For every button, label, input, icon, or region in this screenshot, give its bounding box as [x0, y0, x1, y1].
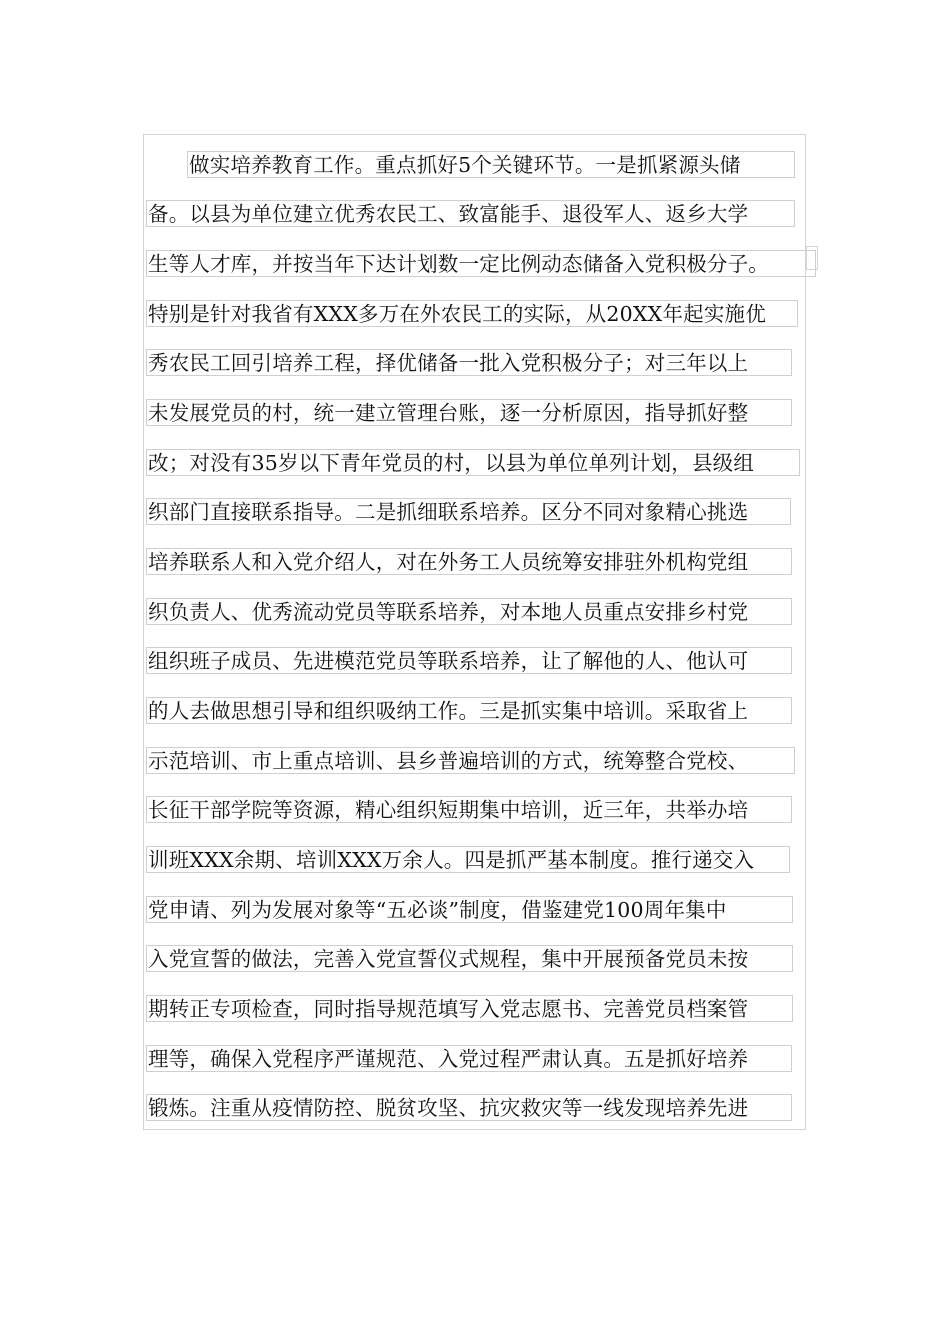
- paragraph-line-13: 示范培训、市上重点培训、县乡普遍培训的方式，统筹整合党校、: [146, 747, 795, 774]
- paragraph-line-2: 备。以县为单位建立优秀农民工、致富能手、退役军人、返乡大学: [146, 200, 795, 227]
- paragraph-line-17: 入党宣誓的做法，完善入党宣誓仪式规程，集中开展预备党员未按: [146, 945, 793, 972]
- paragraph-line-8: 织部门直接联系指导。二是抓细联系培养。区分不同对象精心挑选: [146, 498, 791, 525]
- paragraph-line-9: 培养联系人和入党介绍人，对在外务工人员统筹安排驻外机构党组: [146, 548, 792, 575]
- paragraph-line-6: 未发展党员的村，统一建立管理台账，逐一分析原因，指导抓好整: [146, 399, 792, 426]
- paragraph-line-18: 期转正专项检查，同时指导规范填写入党志愿书、完善党员档案管: [146, 995, 793, 1022]
- paragraph-line-16: 党申请、列为发展对象等“五必谈”制度，借鉴建党100周年集中: [146, 896, 793, 923]
- paragraph-line-4: 特别是针对我省有XXX多万在外农民工的实际，从20XX年起实施优: [146, 300, 798, 327]
- page-text-frame: [143, 134, 806, 1130]
- paragraph-line-14: 长征干部学院等资源，精心组织短期集中培训，近三年，共举办培: [146, 796, 792, 823]
- paragraph-line-11: 组织班子成员、先进模范党员等联系培养，让了解他的人、他认可: [146, 647, 792, 674]
- paragraph-line-5: 秀农民工回引培养工程，择优储备一批入党积极分子；对三年以上: [146, 349, 792, 376]
- paragraph-line-3: 生等人才库，并按当年下达计划数一定比例动态储备入党积极分子。: [146, 250, 816, 277]
- paragraph-line-15: 训班XXX余期、培训XXX万余人。四是抓严基本制度。推行递交入: [146, 846, 790, 873]
- paragraph-line-1: 做实培养教育工作。重点抓好5个关键环节。一是抓紧源头储: [187, 151, 795, 178]
- paragraph-line-12: 的人去做思想引导和组织吸纳工作。三是抓实集中培训。采取省上: [146, 697, 792, 724]
- paragraph-line-7: 改；对没有35岁以下青年党员的村，以县为单位单列计划，县级组: [146, 449, 800, 476]
- paragraph-line-19: 理等，确保入党程序严谨规范、入党过程严肃认真。五是抓好培养: [146, 1045, 792, 1072]
- paragraph-line-20: 锻炼。注重从疫情防控、脱贫攻坚、抗灾救灾等一线发现培养先进: [146, 1094, 792, 1121]
- paragraph-line-10: 织负责人、优秀流动党员等联系培养，对本地人员重点安排乡村党: [146, 598, 792, 625]
